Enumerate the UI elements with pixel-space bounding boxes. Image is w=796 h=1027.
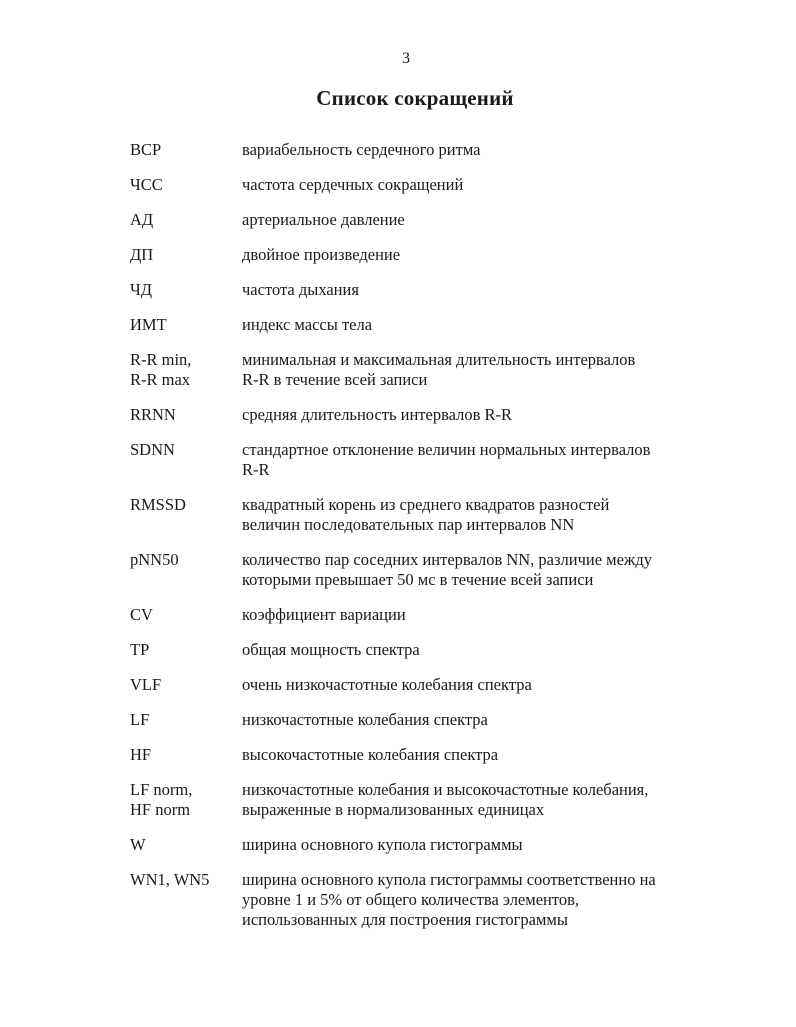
abbreviation-definition: низкочастотные колебания спектра xyxy=(242,710,488,729)
abbreviation-term: RMSSD xyxy=(130,495,186,514)
abbreviation-term: LF norm, HF norm xyxy=(130,780,193,819)
abbreviation-term: VLF xyxy=(130,675,162,694)
page-title: Список сокращений xyxy=(316,86,514,110)
abbreviation-term: ДП xyxy=(130,245,154,264)
abbreviation-definition: вариабельность сердечного ритма xyxy=(242,140,481,159)
abbreviation-definition: ширина основного купола гистограммы xyxy=(242,835,523,854)
abbreviation-term: ЧД xyxy=(130,280,152,299)
abbreviation-term: RRNN xyxy=(130,405,176,424)
abbreviation-definition: минимальная и максимальная длительность интервалов R-R в течение всей записи xyxy=(242,350,636,389)
abbreviation-term: R-R min, R-R max xyxy=(130,350,192,389)
abbreviation-definition: частота сердечных сокращений xyxy=(242,175,464,194)
abbreviation-definition: средняя длительность интервалов R-R xyxy=(242,405,513,424)
abbreviation-definition: артериальное давление xyxy=(242,210,405,229)
abbreviation-definition: очень низкочастотные колебания спектра xyxy=(242,675,532,694)
abbreviation-term: ИМТ xyxy=(130,315,167,334)
abbreviation-term: pNN50 xyxy=(130,550,179,569)
abbreviation-definition: коэффициент вариации xyxy=(242,605,406,624)
abbreviation-definition: индекс массы тела xyxy=(242,315,373,334)
abbreviation-definition: квадратный корень из среднего квадратов разностей величин последовательных пар интервалов NN xyxy=(242,495,610,534)
abbreviation-definition: стандартное отклонение величин нормальных интервалов R-R xyxy=(242,440,651,479)
abbreviation-term: TP xyxy=(130,640,150,659)
abbreviation-definition: высокочастотные колебания спектра xyxy=(242,745,499,764)
abbreviation-definition: ширина основного купола гистограммы соответственно на уровне 1 и 5% от общего количества элементов, использованных для построения гистограммы xyxy=(242,870,656,929)
abbreviation-term: CV xyxy=(130,605,153,624)
abbreviation-term: ВСР xyxy=(130,140,162,159)
abbreviation-term: W xyxy=(130,835,146,854)
abbreviation-term: SDNN xyxy=(130,440,175,459)
abbreviation-term: HF xyxy=(130,745,152,764)
abbreviation-term: ЧСС xyxy=(130,175,163,194)
abbreviation-term: АД xyxy=(130,210,154,229)
abbreviation-term: LF xyxy=(130,710,150,729)
abbreviation-definition: общая мощность спектра xyxy=(242,640,420,659)
abbreviation-definition: частота дыхания xyxy=(242,280,359,299)
abbreviation-definition: низкочастотные колебания и высокочастотные колебания, выраженные в нормализованных единицах xyxy=(242,780,649,819)
abbreviation-term: WN1, WN5 xyxy=(130,870,210,889)
page-number: 3 xyxy=(402,50,410,67)
abbreviation-definition: двойное произведение xyxy=(242,245,401,264)
abbreviation-definition: количество пар соседних интервалов NN, различие между которыми превышает 50 мс в течение всей записи xyxy=(242,550,652,589)
